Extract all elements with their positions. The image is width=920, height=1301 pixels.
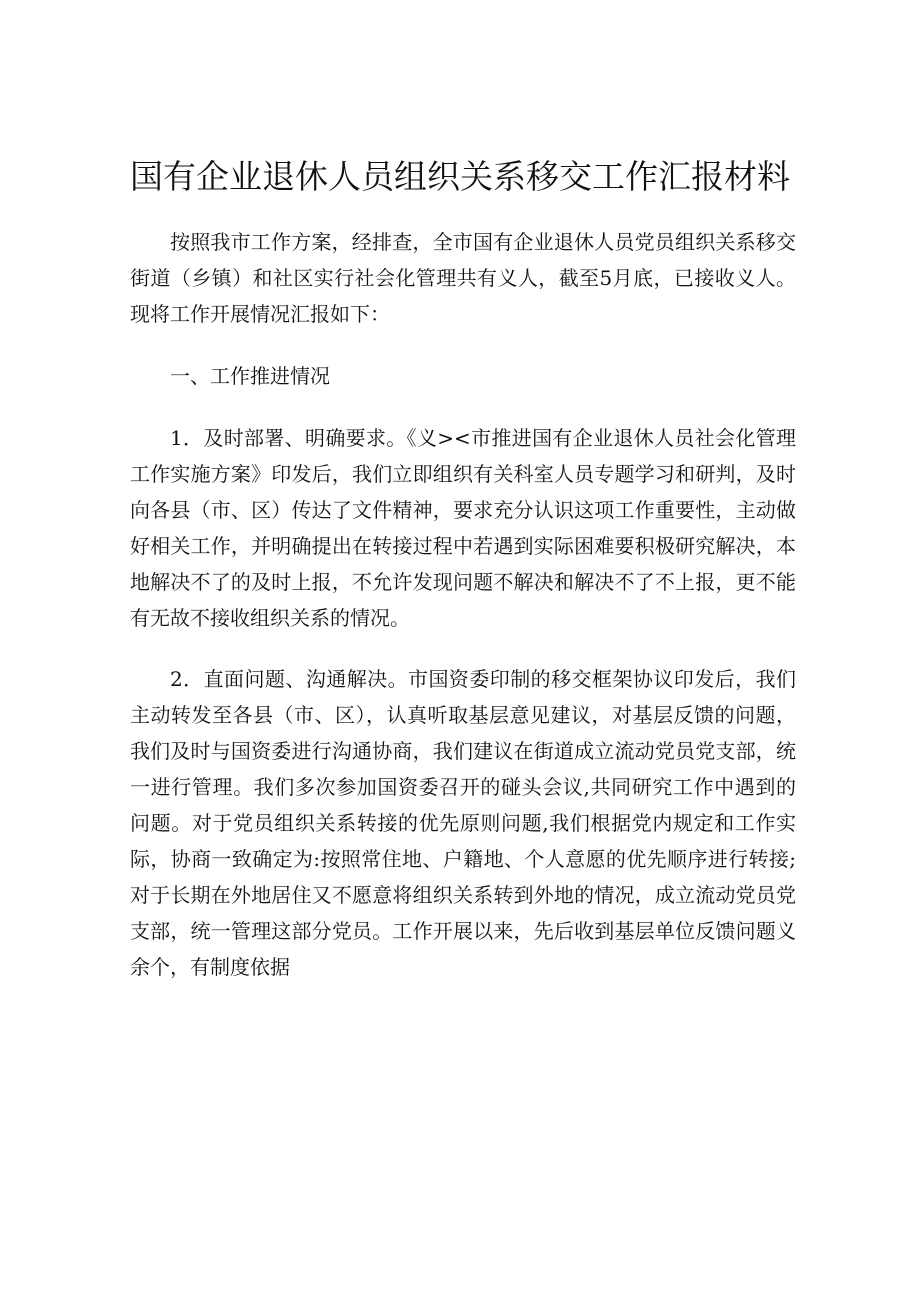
paragraph-1: 1．及时部署、明确要求。《义><市推进国有企业退休人员社会化管理工作实施方案》印发后，我们立即组织有关科室人员专题学习和研判，及时向各县（市、区）传达了文件精神，要求充分认识这项工作重要性，主动做好相关工作，并明确提出在转接过程中若遇到实际困难要积极研究解决，本地解决不了的及时上报，不允许发现问题不解决和解决不了不上报，更不能有无故不接收组织关系的情况。 xyxy=(130,426,796,630)
document-title: 国有企业退休人员组织关系移交工作汇报材料 xyxy=(130,157,790,196)
section-heading: 一、工作推进情况 xyxy=(170,364,330,388)
intro-paragraph: 按照我市工作方案，经排查，全市国有企业退休人员党员组织关系移交街道（乡镇）和社区实行社会化管理共有义人，截至5月底，已接收义人。现将工作开展情况汇报如下： xyxy=(130,230,796,326)
paragraph-2: 2．直面问题、沟通解决。市国资委印制的移交框架协议印发后，我们主动转发至各县（市、区），认真听取基层意见建议，对基层反馈的问题，我们及时与国资委进行沟通协商，我们建议在街道成立流动党员党支部，统一进行管理。我们多次参加国资委召开的碰头会议,共同研究工作中遇到的问题。对于党员组织关系转接的优先原则问题,我们根据党内规定和工作实际，协商一致确定为:按照常住地、户籍地、个人意愿的优先顺序进行转接;对于长期在外地居住又不愿意将组织关系转到外地的情况，成立流动党员党支部，统一管理这部分党员。工作开展以来，先后收到基层单位反馈问题义余个，有制度依据 xyxy=(130,667,796,979)
document-body xyxy=(130,224,796,985)
